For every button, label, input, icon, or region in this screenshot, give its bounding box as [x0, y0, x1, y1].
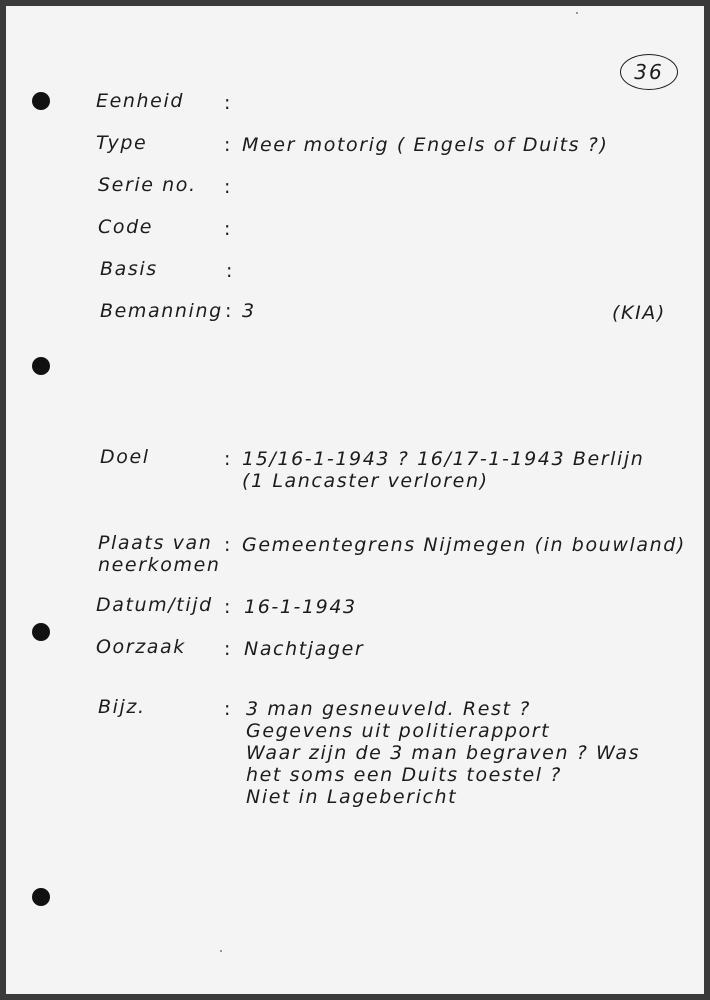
- field-label-plaats: neerkomen: [98, 554, 221, 576]
- colon: :: [225, 300, 234, 322]
- field-value-bijz-line: Niet in Lagebericht: [246, 786, 458, 808]
- field-label-eenheid: Eenheid: [96, 90, 185, 112]
- colon: :: [224, 698, 233, 720]
- colon: :: [224, 534, 233, 556]
- colon: :: [224, 134, 233, 156]
- colon: :: [224, 596, 233, 618]
- field-value-bemanning: 3: [242, 300, 256, 322]
- field-value-datum: 16-1-1943: [244, 596, 357, 618]
- punch-hole: [32, 623, 50, 641]
- field-value-doel-line: (1 Lancaster verloren): [242, 470, 489, 492]
- field-value-type: Meer motorig ( Engels of Duits ?): [242, 134, 609, 156]
- page-number: 36: [620, 54, 678, 90]
- field-value-doel-line: 15/16-1-1943 ? 16/17-1-1943 Berlijn: [242, 448, 645, 470]
- paper-speck: [220, 950, 222, 952]
- field-note-kia: (KIA): [612, 302, 666, 324]
- field-label-plaats: Plaats van: [98, 532, 213, 554]
- document-page: [6, 6, 704, 994]
- field-value-bijz-line: 3 man gesneuveld. Rest ?: [246, 698, 531, 720]
- field-value-oorzaak: Nachtjager: [244, 638, 365, 660]
- colon: :: [226, 260, 235, 282]
- paper-speck: [576, 12, 578, 14]
- field-value-bijz-line: het soms een Duits toestel ?: [246, 764, 562, 786]
- field-label-bemanning: Bemanning: [100, 300, 223, 322]
- field-label-bijz: Bijz.: [98, 696, 146, 718]
- colon: :: [224, 218, 233, 240]
- field-label-type: Type: [96, 132, 148, 154]
- colon: :: [224, 448, 233, 470]
- field-value-plaats: Gemeentegrens Nijmegen (in bouwland): [242, 534, 686, 556]
- field-value-bijz-line: Waar zijn de 3 man begraven ? Was: [246, 742, 641, 764]
- punch-hole: [32, 92, 50, 110]
- field-label-basis: Basis: [100, 258, 158, 280]
- punch-hole: [32, 357, 50, 375]
- punch-hole: [32, 888, 50, 906]
- colon: :: [224, 176, 233, 198]
- field-label-serie: Serie no.: [98, 174, 197, 196]
- field-label-datum: Datum/tijd: [96, 594, 213, 616]
- field-label-doel: Doel: [100, 446, 150, 468]
- field-label-code: Code: [98, 216, 154, 238]
- field-value-bijz-line: Gegevens uit politierapport: [246, 720, 551, 742]
- field-label-oorzaak: Oorzaak: [96, 636, 186, 658]
- colon: :: [224, 92, 233, 114]
- colon: :: [224, 638, 233, 660]
